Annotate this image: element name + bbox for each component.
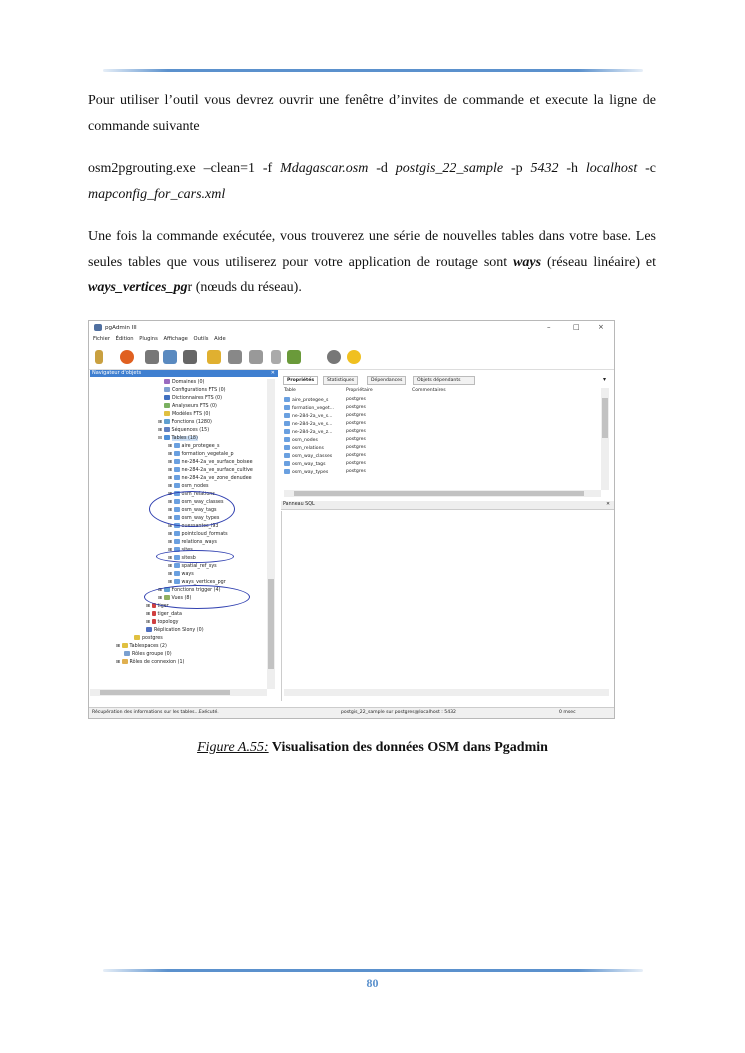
result-text-b: (réseau linéaire) et	[541, 254, 656, 270]
page-number: 80	[366, 976, 379, 990]
table-row[interactable]: osm_way_tags	[292, 462, 326, 467]
highlight-circle	[149, 491, 235, 527]
table-row-owner: postgres	[346, 413, 366, 418]
sql-panel-title: Panneau SQL	[283, 502, 315, 507]
figure-title: Visualisation des données OSM dans Pgadmin	[268, 740, 548, 755]
table-row[interactable]: osm_relations	[292, 446, 324, 451]
view-data-icon[interactable]	[228, 350, 242, 364]
table-row[interactable]: aire_protegee_s	[292, 398, 329, 403]
cmd-db: postgis_22_sample	[395, 161, 504, 176]
tree-item[interactable]: relations_ways	[181, 540, 217, 545]
cmd-file: Mdagascar.osm	[280, 161, 369, 176]
sql-panel-close-icon[interactable]: ✕	[605, 502, 610, 507]
tree-item[interactable]: topology	[157, 620, 179, 625]
tree-item[interactable]: pointcloud_formats	[181, 532, 228, 537]
tree-hscrollbar[interactable]	[90, 689, 267, 696]
cmd-p: -p	[503, 161, 531, 176]
tab-proprietes[interactable]: Propriétés	[283, 376, 318, 385]
tree-item[interactable]: Rôles groupe (0)	[132, 652, 172, 657]
status-time: 0 msec	[559, 710, 576, 715]
tree-item[interactable]: aire_protegee_s	[181, 444, 220, 449]
object-tree: Domaines (0) Configurations FTS (0) Dictionnaires FTS (0) Analyseurs FTS (0) Modèles FTS (0) ⊞ Fonctions (1280) ⊞ Séquences (15) ⊟ Tables (18) ⊞ aire_protegee_s ⊞ formation_vegetale_p ⊞ ne-284-2a_ve_surface_boisee ⊞ ne-284-2a_ve_surface_cultive ⊞ ne-284-2a_ve_zone_denudee ⊞ osm_nodes ⊞ osm_relations ⊞ osm_way_classes ⊞ osm_way_tags ⊞ osm_way_types ⊞ ouessantcc_l93 ⊞ pointcloud_formats ⊞ relations_ways ⊞ sites ⊞ sitesb ⊞ spatial_ref_sys ⊞ ways ⊞ ways_vertices_pgr ⊞ Fonctions trigger (4) ⊞ Vues (8) ⊞ tiger ⊞ tiger_data ⊞ topology Réplication Slony (0) postgres ⊞ Tablespaces (2) Rôles groupe (0) ⊞ Rôles de connexion (1)	[116, 380, 253, 665]
col-header-owner[interactable]: Propriétaire	[346, 388, 373, 393]
plugin-icon[interactable]	[287, 350, 301, 364]
tree-item[interactable]: Fonctions (1280)	[171, 420, 212, 425]
table-row[interactable]: ne-284-2a_ve_z...	[292, 430, 333, 435]
cmd-port: 5432	[530, 161, 559, 176]
tree-item[interactable]: Modèles FTS (0)	[172, 412, 211, 417]
cmd-host: localhost	[585, 161, 638, 176]
tree-item[interactable]: ways_vertices_pgr	[181, 580, 226, 585]
menu-fichier[interactable]: Fichier	[93, 336, 110, 342]
menu-aide[interactable]: Aide	[214, 336, 226, 342]
table-row[interactable]: osm_way_types	[292, 470, 329, 475]
top-rule	[103, 69, 643, 72]
tree-item-selected[interactable]: Tables (18)	[171, 436, 198, 441]
intro-text: Pour utiliser l’outil vous devrez ouvrir une fenêtre d’invites de commande et execute la ligne de commande suivante	[88, 93, 656, 134]
figure-caption	[0, 740, 745, 756]
table-row[interactable]: ne-284-2a_ve_s...	[292, 414, 333, 419]
tab-dependances[interactable]: Dépendances	[367, 376, 406, 385]
tree-item[interactable]: Rôles de connexion (1)	[129, 660, 185, 665]
paragraph-result	[88, 224, 656, 301]
sql-hscrollbar[interactable]	[284, 689, 609, 696]
table-row-owner: postgres	[346, 397, 366, 402]
help-icon[interactable]	[347, 350, 361, 364]
tables-list	[284, 388, 602, 490]
close-button[interactable]: ×	[598, 323, 604, 331]
tree-item[interactable]: osm_relations	[181, 492, 215, 497]
minimize-button[interactable]: –	[547, 323, 551, 331]
tab-objets-dependants[interactable]: Objets dépendants	[413, 376, 475, 385]
properties-icon[interactable]	[145, 350, 159, 364]
window-title: pgAdmin III	[105, 325, 137, 331]
table-row[interactable]: formation_veget...	[292, 406, 335, 411]
table-row[interactable]: osm_nodes	[292, 438, 318, 443]
table-hscrollbar[interactable]	[284, 490, 601, 497]
connect-icon[interactable]	[95, 350, 103, 364]
menu-outils[interactable]: Outils	[193, 336, 209, 342]
tree-scrollbar[interactable]	[267, 379, 275, 689]
col-header-table[interactable]: Table	[284, 388, 296, 393]
figure-label: Figure A.55:	[197, 740, 269, 755]
tree-item[interactable]: Domaines (0)	[172, 380, 205, 385]
tree-item[interactable]: formation_vegetale_p	[181, 452, 234, 457]
sql-icon[interactable]	[207, 350, 221, 364]
tree-item[interactable]: Configurations FTS (0)	[172, 388, 226, 393]
cmd-start: osm2pgrouting.exe –clean=1 -f	[88, 161, 281, 176]
result-text-c: r (nœuds du réseau).	[187, 280, 302, 295]
pgadmin-elephant-icon	[94, 324, 102, 331]
cmd-d: -d	[368, 161, 396, 176]
result-vertices: ways_vertices_pg	[88, 280, 188, 295]
tree-item[interactable]: osm_nodes	[181, 484, 209, 489]
tree-item[interactable]: Séquences (15)	[171, 428, 210, 433]
paragraph-intro	[88, 88, 656, 139]
browser-header	[90, 370, 278, 377]
tree-item[interactable]: Vues (8)	[171, 596, 192, 601]
status-connection: postgis_22_sample sur postgres@localhost : 5432	[341, 710, 456, 715]
tree-item[interactable]: sites	[181, 548, 193, 553]
table-row-owner: postgres	[346, 405, 366, 410]
tree-item[interactable]: ne-284-2a_ve_surface_cultive	[181, 468, 253, 473]
refresh-icon[interactable]	[120, 350, 134, 364]
highlight-circle	[144, 585, 250, 609]
browser-close-icon[interactable]: ✕	[270, 370, 275, 376]
tree-item[interactable]: osm_way_classes	[181, 500, 224, 505]
col-header-comments[interactable]: Commentaires	[412, 388, 446, 393]
cmd-conf: mapconfig_for_cars.xml	[88, 186, 226, 202]
table-scrollbar[interactable]	[601, 388, 609, 490]
menu-plugins[interactable]: Plugins	[139, 336, 158, 342]
pgadmin-screenshot	[88, 320, 615, 719]
tree-item[interactable]: spatial_ref_sys	[181, 564, 217, 569]
table-row-owner: postgres	[346, 437, 366, 442]
menu-edition[interactable]: Édition	[115, 336, 134, 342]
menu-affichage[interactable]: Affichage	[163, 336, 188, 342]
tree-item[interactable]: sitesb	[181, 556, 196, 561]
cmd-h: -h	[558, 161, 586, 176]
status-bar	[89, 707, 614, 718]
table-row-owner: postgres	[346, 469, 366, 474]
browser-title: Navigateur d'objets	[92, 370, 142, 376]
table-row[interactable]: osm_way_classes	[292, 454, 333, 459]
tree-item[interactable]: osm_way_tags	[181, 508, 217, 513]
tree-item[interactable]: tiger_data	[157, 612, 182, 617]
menu-bar	[89, 336, 614, 345]
tree-item[interactable]: Réplication Slony (0)	[154, 628, 204, 633]
tree-item[interactable]: Fonctions trigger (4)	[171, 588, 221, 593]
tree-item[interactable]: ne-284-2a_ve_zone_denudee	[181, 476, 252, 481]
tree-item[interactable]: ways	[181, 572, 194, 577]
table-row-owner: postgres	[346, 453, 366, 458]
bottom-rule	[103, 969, 643, 972]
tree-item[interactable]: Tablespaces (2)	[129, 644, 167, 649]
table-row-owner: postgres	[346, 461, 366, 466]
window-titlebar	[89, 321, 614, 335]
table-row[interactable]: ne-284-2a_ve_s...	[292, 422, 333, 427]
tab-statistiques[interactable]: Statistiques	[323, 376, 358, 385]
pane-divider	[281, 511, 282, 701]
filter-icon[interactable]	[249, 350, 263, 364]
delete-icon[interactable]	[183, 350, 197, 364]
hint-icon[interactable]	[327, 350, 341, 364]
status-left: Récupération des informations sur les tables...Exécuté.	[92, 710, 219, 715]
table-row-owner: postgres	[346, 445, 366, 450]
result-text-a: Une fois la commande exécutée, vous trouverez une série de nouvelles tables dans votre base. Les seules tables que vous utiliserez pour votre application de routage sont	[88, 229, 656, 270]
highlight-circle	[156, 550, 234, 563]
tree-item[interactable]: tiger	[157, 604, 169, 609]
table-row-owner: postgres	[346, 429, 366, 434]
create-icon[interactable]	[163, 350, 177, 364]
paragraph-command	[88, 156, 656, 207]
tree-item[interactable]: osm_way_types	[181, 516, 220, 521]
toolbar	[89, 347, 614, 370]
table-row-owner: postgres	[346, 421, 366, 426]
sql-panel-header	[281, 501, 614, 510]
cmd-c: -c	[637, 161, 656, 176]
tree-item[interactable]: Analyseurs FTS (0)	[172, 404, 217, 409]
tree-item[interactable]: ne-284-2a_ve_surface_boisee	[181, 460, 253, 465]
wrench-icon[interactable]	[271, 350, 281, 364]
tree-item[interactable]: postgres	[142, 636, 163, 641]
result-ways: ways	[513, 254, 542, 270]
tree-item[interactable]: Dictionnaires FTS (0)	[172, 396, 222, 401]
tree-item[interactable]: ouessantcc_l93	[181, 524, 219, 529]
maximize-button[interactable]: □	[573, 323, 580, 331]
tabs-dropdown-icon[interactable]: ▾	[603, 376, 607, 383]
